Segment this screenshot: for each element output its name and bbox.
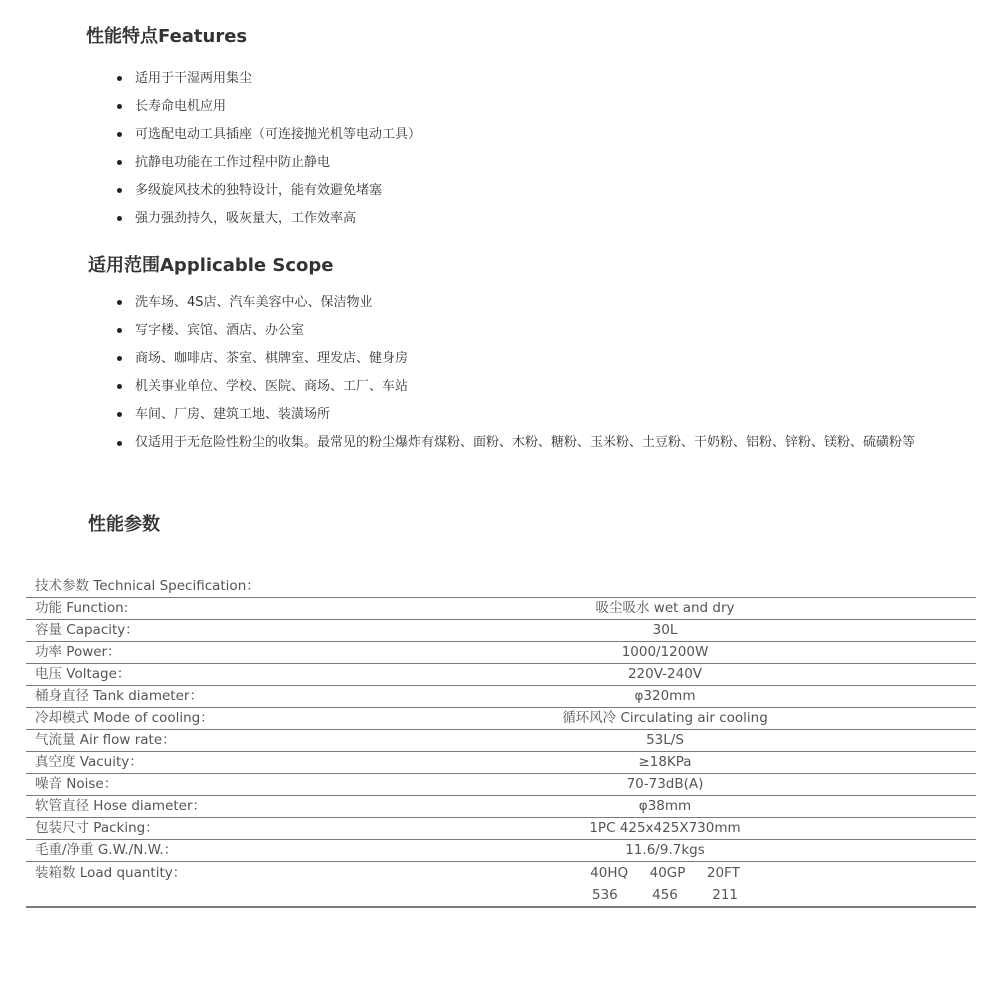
row-label: 功能 Function: [35,600,129,616]
list-item: 长寿命电机应用 [117,93,421,121]
row-label: 软管直径 Hose diameter： [35,798,207,814]
table-row [26,620,976,642]
list-item: 强力强劲持久，吸灰量大，工作效率高 [117,205,421,233]
row-value: ≥18KPa [638,754,692,770]
table-row [26,796,976,818]
row-label: 毛重/净重 G.W./N.W.： [35,842,178,858]
row-label: 装箱数 Load quantity： [35,865,187,881]
list-item: 车间、厂房、建筑工地、装潢场所 [117,401,942,429]
spec-caption: 技术参数 Technical Specification： [26,576,976,598]
row-value: 53L/S [646,732,684,748]
row-label: 功率 Power： [35,644,121,660]
container-type: 40GP [649,865,686,881]
row-label: 气流量 Air flow rate： [35,732,176,748]
list-item: 写字楼、宾馆、酒店、办公室 [117,317,942,345]
row-label: 桶身直径 Tank diameter： [35,688,203,704]
row-value: 吸尘吸水 wet and dry [595,600,735,616]
table-row [26,752,976,774]
row-label: 冷却模式 Mode of cooling： [35,710,214,726]
row-value: φ38mm [638,798,692,814]
features-list [117,65,421,233]
list-item: 商场、咖啡店、茶室、棋牌室、理发店、健身房 [117,345,942,373]
list-item: 仅适用于无危险性粉尘的收集。最常见的粉尘爆炸有煤粉、面粉、木粉、糖粉、玉米粉、土豆粉、干奶粉、铝粉、锌粉、镁粉、硫磺粉等 [117,429,942,455]
row-value: φ320mm [634,688,696,704]
row-label: 噪音 Noise： [35,776,118,792]
list-item: 机关事业单位、学校、医院、商场、工厂、车站 [117,373,942,401]
row-value: 1PC 425x425X730mm [589,820,741,836]
scope-heading: 适用范围Applicable Scope [88,255,334,276]
container-type: 40HQ [590,865,629,881]
container-quantity: 211 [712,887,739,903]
row-value: 70-73dB(A) [626,776,704,792]
table-row [26,686,976,708]
row-label: 容量 Capacity： [35,622,139,638]
list-item: 抗静电功能在工作过程中防止静电 [117,149,421,177]
features-heading: 性能特点Features [86,26,248,47]
table-row [26,664,976,686]
row-value: 循环风冷 Circulating air cooling [562,710,768,726]
table-row [26,642,976,664]
list-item: 洗车场、4S店、汽车美容中心、保洁物业 [117,289,942,317]
spec-table [26,576,976,908]
container-types [375,862,955,884]
table-row [26,730,976,752]
row-label: 电压 Voltage： [35,666,131,682]
container-quantity: 536 [591,887,618,903]
list-item: 多级旋风技术的独特设计，能有效避免堵塞 [117,177,421,205]
scope-list [117,289,942,455]
container-quantity: 456 [652,887,678,903]
table-row [26,818,976,840]
params-heading: 性能参数 [88,514,160,535]
row-value: 11.6/9.7kgs [625,842,705,858]
table-row [26,708,976,730]
load-quantity-row [26,862,976,908]
list-item: 可选配电动工具插座（可连接抛光机等电动工具） [117,121,421,149]
row-value: 1000/1200W [621,644,709,660]
container-quantities [375,884,955,906]
row-value: 220V-240V [627,666,703,682]
table-row [26,774,976,796]
row-value: 30L [652,622,678,638]
row-label: 包装尺寸 Packing： [35,820,159,836]
row-label: 真空度 Vacuity： [35,754,143,770]
table-row [26,840,976,862]
table-row [26,598,976,620]
list-item: 适用于干湿两用集尘 [117,65,421,93]
container-type: 20FT [706,865,740,881]
